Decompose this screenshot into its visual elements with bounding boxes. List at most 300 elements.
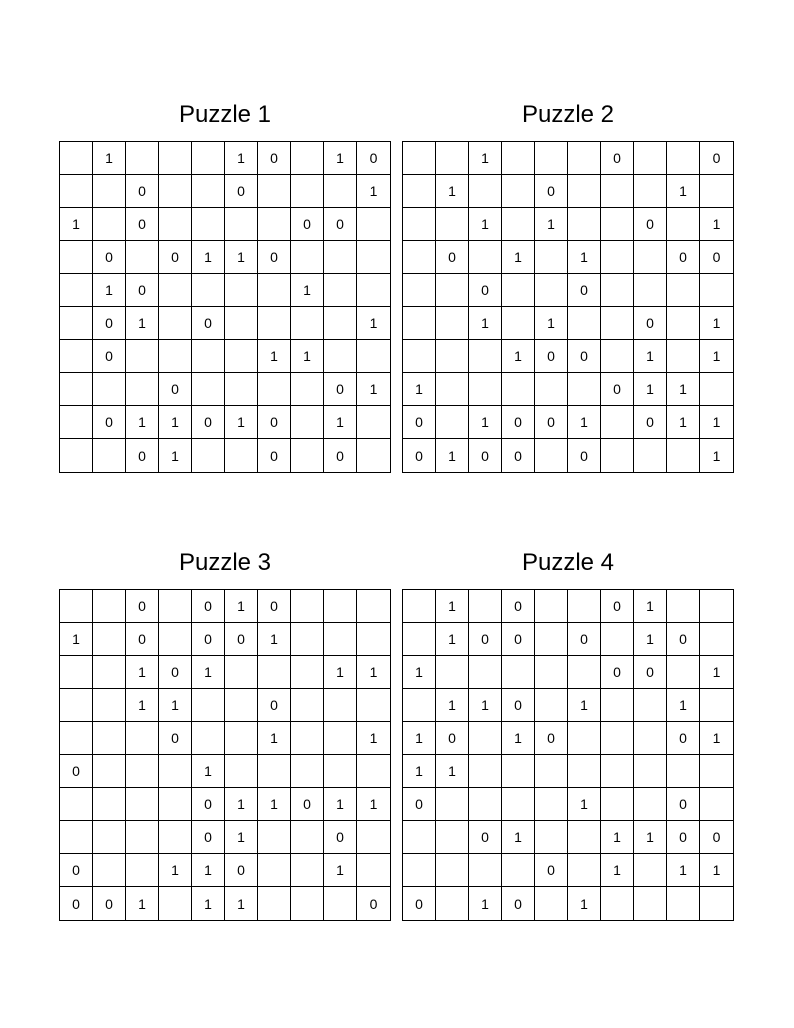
grid-cell: 1 — [126, 887, 159, 920]
grid-cell[interactable] — [700, 373, 733, 406]
grid-cell[interactable] — [291, 142, 324, 175]
grid-cell[interactable] — [667, 307, 700, 340]
grid-cell[interactable] — [258, 307, 291, 340]
grid-cell[interactable] — [667, 590, 700, 623]
grid-cell[interactable] — [403, 854, 436, 887]
grid-cell[interactable] — [357, 590, 390, 623]
grid-cell[interactable] — [403, 307, 436, 340]
grid-cell[interactable] — [502, 755, 535, 788]
grid-cell[interactable] — [159, 307, 192, 340]
grid-cell[interactable] — [634, 722, 667, 755]
grid-cell[interactable] — [357, 274, 390, 307]
grid-cell[interactable] — [436, 274, 469, 307]
grid-cell[interactable] — [93, 821, 126, 854]
grid-cell[interactable] — [324, 590, 357, 623]
grid-cell: 1 — [159, 854, 192, 887]
grid-cell[interactable] — [93, 755, 126, 788]
grid-cell[interactable] — [324, 689, 357, 722]
grid-cell: 0 — [93, 887, 126, 920]
grid-cell[interactable] — [535, 821, 568, 854]
grid-cell[interactable] — [601, 307, 634, 340]
grid-cell[interactable] — [60, 175, 93, 208]
grid-cell[interactable] — [93, 788, 126, 821]
grid-cell[interactable] — [700, 755, 733, 788]
grid-cell[interactable] — [291, 307, 324, 340]
grid-cell[interactable] — [601, 788, 634, 821]
puzzle-title: Puzzle 4 — [521, 549, 615, 576]
grid-cell[interactable] — [291, 241, 324, 274]
grid-cell[interactable] — [258, 755, 291, 788]
grid-cell[interactable] — [535, 373, 568, 406]
grid-cell: 0 — [667, 722, 700, 755]
grid-cell: 1 — [700, 406, 733, 439]
grid-cell[interactable] — [502, 788, 535, 821]
grid-cell[interactable] — [291, 406, 324, 439]
grid-cell[interactable] — [357, 241, 390, 274]
grid-cell[interactable] — [667, 439, 700, 472]
grid-cell[interactable] — [634, 755, 667, 788]
grid-cell[interactable] — [667, 340, 700, 373]
grid-cell[interactable] — [667, 142, 700, 175]
grid-cell[interactable] — [535, 623, 568, 656]
grid-cell[interactable] — [291, 590, 324, 623]
grid-cell[interactable] — [60, 722, 93, 755]
grid-cell[interactable] — [403, 590, 436, 623]
grid-cell[interactable] — [324, 887, 357, 920]
grid-cell[interactable] — [634, 439, 667, 472]
grid-cell: 0 — [258, 406, 291, 439]
grid-cell: 0 — [700, 142, 733, 175]
grid-cell: 0 — [502, 887, 535, 920]
grid-cell[interactable] — [502, 274, 535, 307]
grid-cell[interactable] — [535, 689, 568, 722]
grid-cell: 1 — [535, 208, 568, 241]
grid-cell: 1 — [357, 656, 390, 689]
grid-cell[interactable] — [192, 175, 225, 208]
grid-cell[interactable] — [568, 821, 601, 854]
grid-cell[interactable] — [535, 755, 568, 788]
grid-cell[interactable] — [60, 340, 93, 373]
grid-cell[interactable] — [291, 722, 324, 755]
grid-cell: 1 — [324, 656, 357, 689]
grid-cell[interactable] — [502, 854, 535, 887]
grid-cell[interactable] — [601, 755, 634, 788]
grid-cell[interactable] — [324, 722, 357, 755]
grid-cell: 0 — [436, 241, 469, 274]
grid-cell[interactable] — [436, 788, 469, 821]
grid-cell[interactable] — [436, 656, 469, 689]
grid-cell[interactable] — [502, 307, 535, 340]
grid-cell: 0 — [159, 656, 192, 689]
grid-cell[interactable] — [159, 755, 192, 788]
grid-cell[interactable] — [357, 755, 390, 788]
grid-cell[interactable] — [93, 623, 126, 656]
grid-cell[interactable] — [634, 854, 667, 887]
grid-cell[interactable] — [357, 340, 390, 373]
grid-cell: 1 — [712, 447, 721, 464]
grid-cell[interactable] — [700, 689, 733, 722]
grid-cell[interactable] — [403, 142, 436, 175]
grid-cell[interactable] — [601, 887, 634, 920]
grid-cell[interactable] — [535, 656, 568, 689]
grid-cell[interactable] — [634, 274, 667, 307]
grid-cell[interactable] — [469, 590, 502, 623]
grid-cell[interactable] — [291, 689, 324, 722]
grid-cell[interactable] — [535, 439, 568, 472]
grid-cell: 1 — [93, 274, 126, 307]
grid-cell[interactable] — [60, 307, 93, 340]
grid-cell[interactable] — [403, 340, 436, 373]
grid-cell[interactable] — [159, 788, 192, 821]
grid-cell[interactable] — [225, 656, 258, 689]
grid-cell[interactable] — [60, 788, 93, 821]
grid-cell: 0 — [535, 854, 568, 887]
puzzle-title: Puzzle 1 — [178, 101, 272, 128]
grid-cell: 0 — [535, 722, 568, 755]
grid-cell[interactable] — [126, 854, 159, 887]
grid-cell[interactable] — [667, 208, 700, 241]
grid-cell[interactable] — [667, 755, 700, 788]
grid-cell[interactable] — [469, 722, 502, 755]
grid-cell[interactable] — [93, 373, 126, 406]
grid-cell: 0 — [192, 821, 225, 854]
grid-cell: 1 — [159, 439, 192, 472]
grid-cell[interactable] — [502, 208, 535, 241]
grid-cell: 0 — [258, 689, 291, 722]
grid-cell[interactable] — [225, 373, 258, 406]
grid-cell[interactable] — [159, 340, 192, 373]
grid-cell[interactable] — [126, 788, 159, 821]
grid-cell: 0 — [601, 373, 634, 406]
grid-cell: 1 — [225, 241, 258, 274]
grid-cell[interactable] — [93, 208, 126, 241]
grid-cell[interactable] — [403, 623, 436, 656]
grid-cell[interactable] — [60, 689, 93, 722]
grid-cell[interactable] — [324, 274, 357, 307]
grid-cell[interactable] — [324, 340, 357, 373]
grid-cell[interactable] — [469, 788, 502, 821]
grid-cell[interactable] — [634, 689, 667, 722]
grid-cell: 0 — [126, 623, 159, 656]
grid-cell[interactable] — [192, 208, 225, 241]
grid-cell: 1 — [436, 623, 469, 656]
grid-cell[interactable] — [403, 274, 436, 307]
grid-cell[interactable] — [700, 623, 733, 656]
grid-cell[interactable] — [60, 406, 93, 439]
grid-cell[interactable] — [291, 175, 324, 208]
grid-cell[interactable] — [403, 208, 436, 241]
grid-cell[interactable] — [601, 406, 634, 439]
grid-cell: 0 — [502, 406, 535, 439]
grid-cell[interactable] — [568, 722, 601, 755]
grid-cell[interactable] — [126, 755, 159, 788]
grid-cell[interactable] — [700, 887, 733, 920]
grid-cell: 0 — [667, 821, 700, 854]
grid-cell[interactable] — [324, 623, 357, 656]
grid-cell[interactable] — [159, 623, 192, 656]
grid-cell[interactable] — [192, 142, 225, 175]
grid-cell[interactable] — [258, 887, 291, 920]
grid-cell[interactable] — [60, 590, 93, 623]
grid-cell: 0 — [192, 406, 225, 439]
grid-cell[interactable] — [258, 854, 291, 887]
grid-cell[interactable] — [258, 656, 291, 689]
grid-cell[interactable] — [568, 656, 601, 689]
grid-cell[interactable] — [634, 788, 667, 821]
grid-cell[interactable] — [469, 175, 502, 208]
grid-cell: 1 — [192, 887, 225, 920]
grid-cell[interactable] — [60, 373, 93, 406]
grid-cell[interactable] — [93, 854, 126, 887]
grid-cell[interactable] — [535, 590, 568, 623]
grid-cell[interactable] — [324, 307, 357, 340]
grid-cell[interactable] — [192, 340, 225, 373]
grid-cell[interactable] — [291, 373, 324, 406]
grid-cell[interactable] — [357, 208, 390, 241]
grid-cell[interactable] — [324, 755, 357, 788]
grid-cell[interactable] — [436, 854, 469, 887]
grid-cell[interactable] — [93, 722, 126, 755]
grid-cell[interactable] — [192, 439, 225, 472]
grid-cell[interactable] — [535, 274, 568, 307]
grid-cell[interactable] — [403, 175, 436, 208]
grid-cell[interactable] — [568, 854, 601, 887]
grid-cell[interactable] — [568, 373, 601, 406]
grid-cell[interactable] — [700, 590, 733, 623]
grid-cell: 0 — [634, 406, 667, 439]
grid-cell[interactable] — [93, 689, 126, 722]
grid-cell[interactable] — [502, 656, 535, 689]
grid-cell[interactable] — [436, 208, 469, 241]
grid-cell[interactable] — [535, 241, 568, 274]
grid-cell[interactable] — [667, 656, 700, 689]
grid-cell[interactable] — [126, 340, 159, 373]
grid-cell: 0 — [192, 788, 225, 821]
grid-cell[interactable] — [667, 887, 700, 920]
grid-cell[interactable] — [502, 373, 535, 406]
grid-cell[interactable] — [634, 241, 667, 274]
grid-cell: 1 — [357, 788, 390, 821]
grid-cell: 0 — [324, 821, 357, 854]
grid-cell[interactable] — [225, 274, 258, 307]
grid-cell[interactable] — [192, 373, 225, 406]
grid-cell[interactable] — [568, 175, 601, 208]
grid-cell[interactable] — [436, 142, 469, 175]
grid-cell[interactable] — [469, 854, 502, 887]
grid-cell: 1 — [258, 340, 291, 373]
grid-cell[interactable] — [357, 689, 390, 722]
grid-cell: 0 — [93, 340, 126, 373]
grid-cell[interactable] — [601, 439, 634, 472]
grid-cell[interactable] — [159, 274, 192, 307]
grid-cell[interactable] — [601, 689, 634, 722]
grid-cell: 0 — [258, 439, 291, 472]
grid-cell: 1 — [225, 142, 258, 175]
grid-cell: 1 — [634, 590, 667, 623]
grid-cell: 1 — [192, 755, 225, 788]
grid-cell[interactable] — [502, 142, 535, 175]
grid-cell[interactable] — [291, 656, 324, 689]
grid-cell[interactable] — [192, 274, 225, 307]
grid-cell[interactable] — [469, 373, 502, 406]
grid-cell[interactable] — [357, 854, 390, 887]
grid-cell: 1 — [403, 755, 436, 788]
grid-cell[interactable] — [225, 689, 258, 722]
grid-cell[interactable] — [258, 208, 291, 241]
grid-cell[interactable] — [192, 722, 225, 755]
grid-cell[interactable] — [469, 755, 502, 788]
grid-cell[interactable] — [601, 241, 634, 274]
grid-cell: 1 — [357, 175, 390, 208]
grid-cell[interactable] — [159, 590, 192, 623]
grid-cell[interactable] — [225, 340, 258, 373]
grid-cell[interactable] — [634, 142, 667, 175]
grid-cell[interactable] — [535, 788, 568, 821]
grid-cell[interactable] — [601, 623, 634, 656]
grid-cell[interactable] — [601, 274, 634, 307]
grid-cell: 1 — [535, 307, 568, 340]
grid-cell[interactable] — [436, 887, 469, 920]
grid-cell[interactable] — [535, 142, 568, 175]
grid-cell[interactable] — [601, 340, 634, 373]
grid-cell[interactable] — [436, 821, 469, 854]
grid-cell[interactable] — [357, 406, 390, 439]
grid-cell[interactable] — [568, 755, 601, 788]
grid-cell: 1 — [159, 689, 192, 722]
grid-cell[interactable] — [225, 439, 258, 472]
grid-cell[interactable] — [436, 406, 469, 439]
grid-cell: 0 — [568, 274, 601, 307]
grid-cell[interactable] — [667, 274, 700, 307]
grid-cell[interactable] — [225, 208, 258, 241]
grid-cell: 0 — [469, 439, 502, 472]
grid-cell: 0 — [469, 274, 502, 307]
grid-cell: 0 — [369, 895, 378, 912]
grid-cell[interactable] — [126, 142, 159, 175]
grid-cell: 1 — [403, 656, 436, 689]
grid-cell[interactable] — [126, 722, 159, 755]
grid-cell[interactable] — [60, 274, 93, 307]
grid-cell[interactable] — [93, 175, 126, 208]
grid-cell[interactable] — [225, 755, 258, 788]
grid-cell: 1 — [634, 821, 667, 854]
grid-cell: 1 — [357, 722, 390, 755]
grid-cell: 0 — [126, 208, 159, 241]
grid-cell[interactable] — [568, 208, 601, 241]
grid-cell[interactable] — [291, 439, 324, 472]
grid-cell[interactable] — [93, 590, 126, 623]
grid-cell[interactable] — [469, 241, 502, 274]
grid-cell: 0 — [535, 340, 568, 373]
grid-cell[interactable] — [568, 590, 601, 623]
grid-cell: 1 — [403, 722, 436, 755]
grid-cell[interactable] — [700, 175, 733, 208]
grid-cell: 0 — [634, 307, 667, 340]
grid-cell[interactable] — [159, 821, 192, 854]
grid-cell: 0 — [258, 241, 291, 274]
grid-cell[interactable] — [60, 142, 93, 175]
grid-cell: 1 — [634, 623, 667, 656]
grid-cell[interactable] — [126, 821, 159, 854]
grid-cell[interactable] — [601, 722, 634, 755]
grid-cell[interactable] — [258, 821, 291, 854]
grid-cell[interactable] — [159, 142, 192, 175]
grid-cell[interactable] — [60, 821, 93, 854]
grid-cell[interactable] — [601, 208, 634, 241]
grid-cell[interactable] — [436, 307, 469, 340]
grid-cell[interactable] — [357, 439, 390, 472]
grid-cell[interactable] — [291, 755, 324, 788]
grid-cell[interactable] — [568, 142, 601, 175]
grid-cell[interactable] — [126, 241, 159, 274]
grid-cell[interactable] — [291, 854, 324, 887]
grid-cell: 0 — [535, 175, 568, 208]
grid-cell: 0 — [324, 208, 357, 241]
grid-cell[interactable] — [258, 175, 291, 208]
grid-cell[interactable] — [403, 241, 436, 274]
grid-cell[interactable] — [469, 340, 502, 373]
grid-cell: 1 — [225, 590, 258, 623]
grid-cell[interactable] — [469, 656, 502, 689]
grid-cell[interactable] — [60, 241, 93, 274]
grid-cell: 0 — [568, 623, 601, 656]
grid-cell[interactable] — [258, 274, 291, 307]
grid-cell[interactable] — [601, 175, 634, 208]
grid-cell[interactable] — [126, 373, 159, 406]
grid-cell[interactable] — [502, 175, 535, 208]
grid-cell[interactable] — [159, 175, 192, 208]
grid-cell[interactable] — [93, 439, 126, 472]
puzzle-title: Puzzle 3 — [178, 549, 272, 576]
grid-cell[interactable] — [403, 689, 436, 722]
grid-cell[interactable] — [535, 887, 568, 920]
grid-cell[interactable] — [291, 887, 324, 920]
grid-cell[interactable] — [192, 689, 225, 722]
grid-cell[interactable] — [291, 623, 324, 656]
grid-cell[interactable] — [700, 274, 733, 307]
grid-cell[interactable] — [357, 623, 390, 656]
grid-cell[interactable] — [436, 340, 469, 373]
grid-cell[interactable] — [291, 821, 324, 854]
grid-cell[interactable] — [568, 307, 601, 340]
grid-cell: 1 — [469, 142, 502, 175]
grid-cell[interactable] — [60, 439, 93, 472]
grid-cell[interactable] — [403, 821, 436, 854]
grid-cell[interactable] — [60, 656, 93, 689]
grid-cell[interactable] — [436, 373, 469, 406]
grid-cell[interactable] — [324, 175, 357, 208]
grid-cell[interactable] — [700, 788, 733, 821]
grid-cell: 1 — [258, 722, 291, 755]
grid-cell[interactable] — [258, 373, 291, 406]
grid-cell[interactable] — [324, 241, 357, 274]
grid-cell[interactable] — [225, 307, 258, 340]
grid-cell: 1 — [568, 241, 601, 274]
grid-cell[interactable] — [357, 821, 390, 854]
grid-cell: 0 — [192, 307, 225, 340]
puzzle-title: Puzzle 2 — [521, 101, 615, 128]
grid-cell: 0 — [502, 590, 535, 623]
grid-cell[interactable] — [225, 722, 258, 755]
grid-cell: 1 — [700, 656, 733, 689]
grid-cell: 0 — [634, 208, 667, 241]
grid-cell[interactable] — [93, 656, 126, 689]
grid-cell[interactable] — [159, 887, 192, 920]
grid-cell: 1 — [258, 788, 291, 821]
grid-cell[interactable] — [634, 887, 667, 920]
grid-cell[interactable] — [634, 175, 667, 208]
grid-cell[interactable] — [159, 208, 192, 241]
